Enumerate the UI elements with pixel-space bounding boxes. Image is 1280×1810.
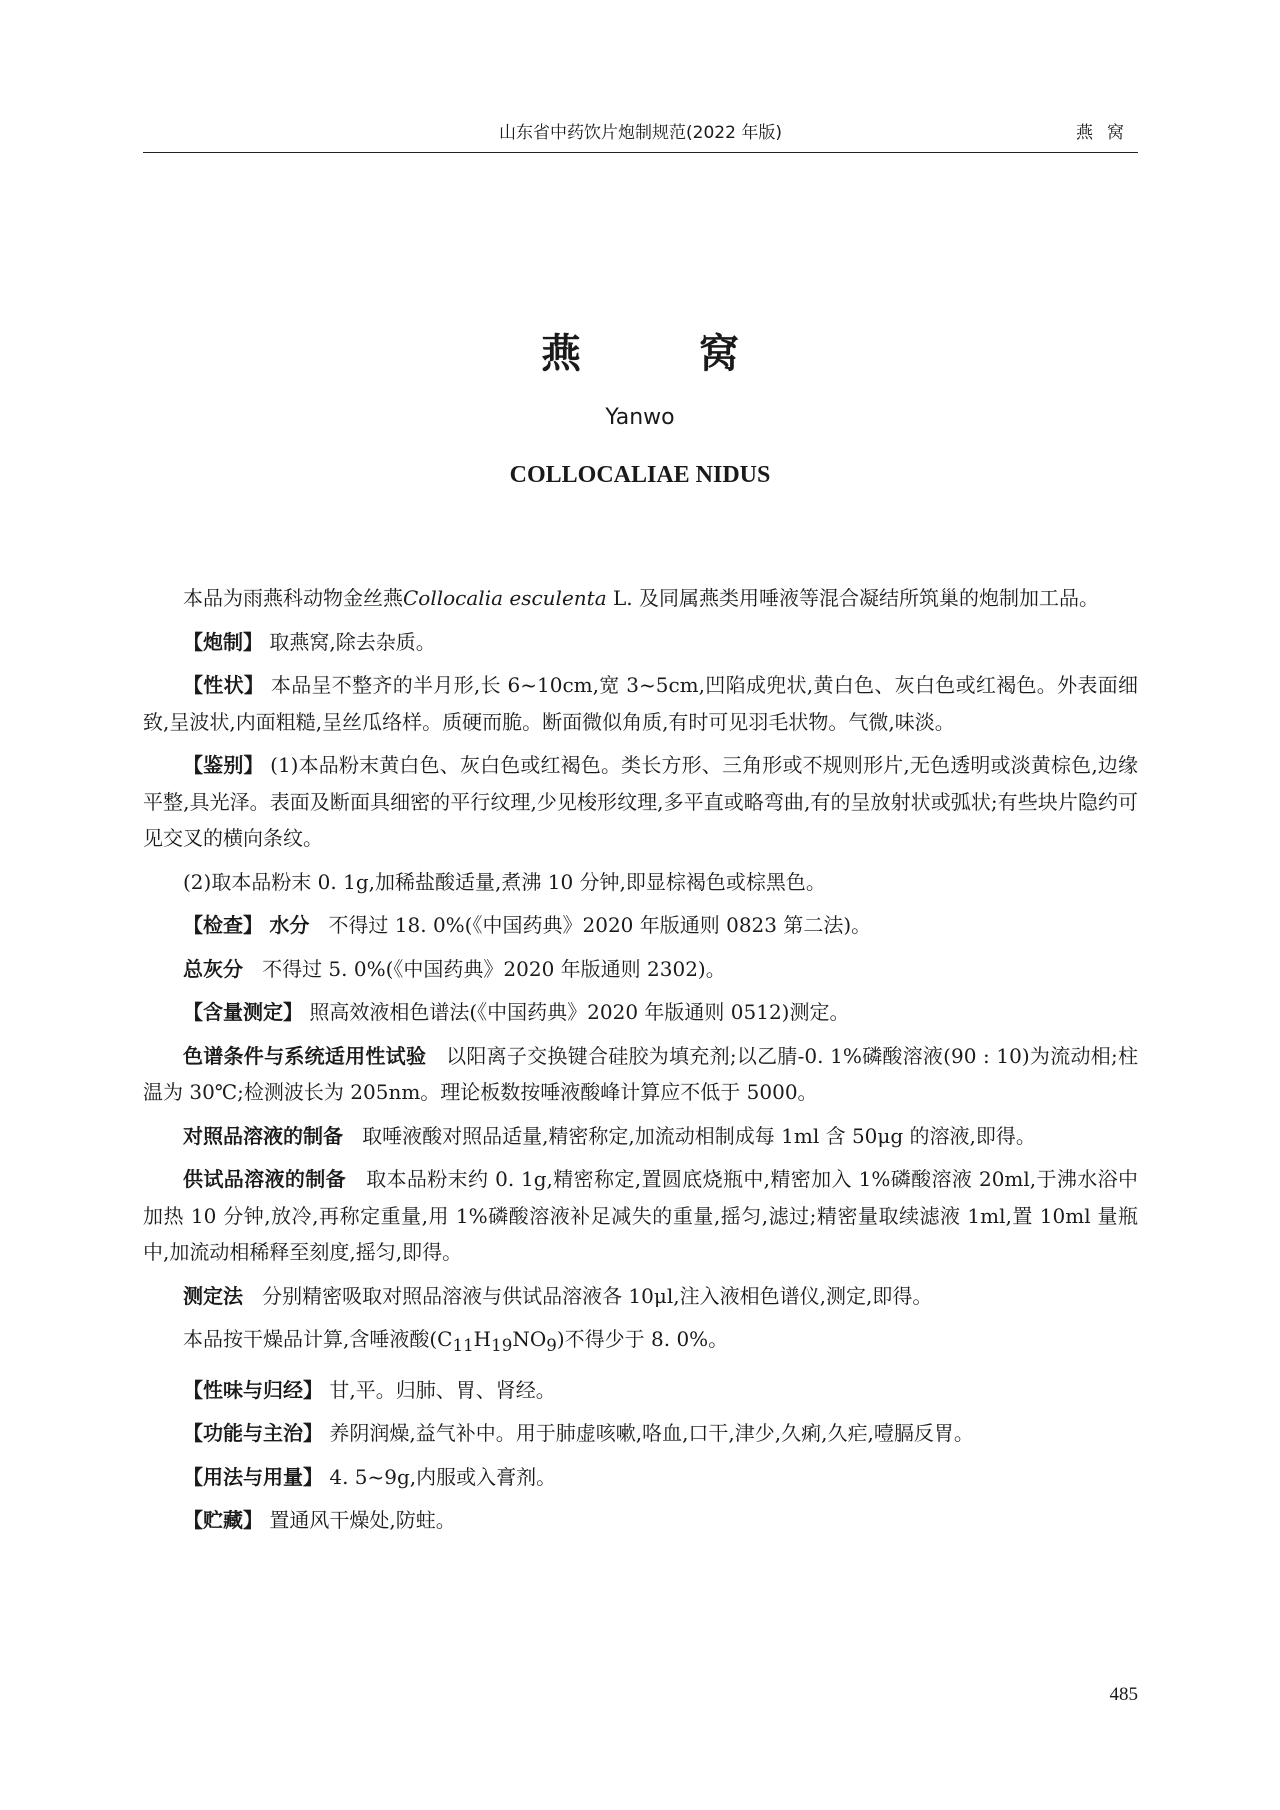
monograph-body <box>143 580 1138 1546</box>
latin-name: COLLOCALIAE NIDUS <box>509 462 771 488</box>
processing-section: 【炮制】 取燕窝,除去杂质。 <box>183 629 436 654</box>
usage-section: 【用法与用量】 4. 5~9g,内服或入膏剂。 <box>183 1464 557 1489</box>
determination-method: 测定法 分别精密吸取对照品溶液与供试品溶液各 10μl,注入液相色谱仪,测定,即得。 <box>183 1283 933 1308</box>
assay-label: 【含量测定】 <box>183 1000 303 1024</box>
intro-paragraph: 本品为雨燕科动物金丝燕Collocalia esculenta L. 及同属燕类用唾液等混合凝结所筑巢的炮制加工品。 <box>183 586 1099 610</box>
storage-section: 【贮藏】 置通风干燥处,防蛀。 <box>183 1508 456 1532</box>
nature-label: 【性味与归经】 <box>183 1377 323 1402</box>
functions-section: 【功能与主治】 养阴润燥,益气补中。用于肺虚咳嗽,咯血,口干,津少,久痢,久疟,噎膈反胃。 <box>183 1421 974 1445</box>
usage-label: 【用法与用量】 <box>183 1464 323 1489</box>
identification-item-2: (2)取本品粉末 0. 1g,加稀盐酸适量,煮沸 10 分钟,即显棕褐色或棕黑色。 <box>183 869 826 894</box>
inspection-section: 【检查】 水分 不得过 18. 0%(《中国药典》2020 年版通则 0823 第二法)。 <box>183 913 872 937</box>
monograph-title: 燕 窝 <box>541 331 791 377</box>
processing-label: 【炮制】 <box>183 629 263 654</box>
nature-section: 【性味与归经】 甘,平。归肺、胃、肾经。 <box>183 1377 556 1402</box>
page-number: 485 <box>1109 1684 1138 1705</box>
test-solution: 供试品溶液的制备 取本品粉末约 0. 1g,精密称定,置圆底烧瓶中,精密加入 1%磷酸溶液 20ml,于沸水浴中加热 10 分钟,放冷,再称定重量,用 1%磷酸溶液补足减失的重量,摇匀,滤过;精密量取续滤液 1ml,置 10ml 量瓶中,加流动相稀释至刻度,摇匀,即得。 <box>143 1167 1138 1264</box>
storage-label: 【贮藏】 <box>183 1508 263 1532</box>
running-header <box>143 112 1138 153</box>
identification-label: 【鉴别】 <box>183 753 264 777</box>
total-ash-item: 总灰分 不得过 5. 0%(《中国药典》2020 年版通则 2302)。 <box>183 956 726 981</box>
assay-section: 【含量测定】 照高效液相色谱法(《中国药典》2020 年版通则 0512)测定。 <box>183 1000 850 1024</box>
inspection-label: 【检查】 <box>183 913 263 937</box>
entry-name-header: 燕窝 <box>1076 123 1138 143</box>
species-name: Collocalia esculenta <box>403 586 607 610</box>
content-limit: 本品按干燥品计算,含唾液酸$(C_{11}H_{19}NO_9)$不得少于 8. 0%。 <box>183 1327 729 1355</box>
pinyin-name: Yanwo <box>605 405 675 430</box>
reference-solution: 对照品溶液的制备 取唾液酸对照品适量,精密称定,加流动相制成每 1ml 含 50μg 的溶液,即得。 <box>183 1123 1036 1148</box>
ash-label: 总灰分 <box>183 956 243 981</box>
identification-section: 【鉴别】 (1)本品粉末黄白色、灰白色或红褐色。类长方形、三角形或不规则形片,无色透明或淡黄棕色,边缘平整,具光泽。表面及断面具细密的平行纹理,少见梭形纹理,多平直或略弯曲,有的呈放射状或弧状;有些块片隐约可见交叉的横向条纹。 <box>143 753 1139 850</box>
characters-section: 【性状】 本品呈不整齐的半月形,长 6~10cm,宽 3~5cm,凹陷成兜状,黄白色、灰白色或红褐色。外表面细致,呈波状,内面粗糙,呈丝瓜络样。质硬而脆。断面微似角质,有时可见羽毛状物。气微,味淡。 <box>143 673 1139 734</box>
characters-label: 【性状】 <box>183 673 265 697</box>
chromatography-conditions: 色谱条件与系统适用性试验 以阳离子交换键合硅胶为填充剂;以乙腈-0. 1%磷酸溶液(90 : 10)为流动相;柱温为 30℃;检测波长为 205nm。理论板数按唾液酸峰计算应不低于 5000。 <box>143 1043 1139 1104</box>
functions-label: 【功能与主治】 <box>183 1421 323 1445</box>
book-title: 山东省中药饮片炮制规范(2022 年版) <box>499 123 782 143</box>
moisture-label: 水分 <box>269 913 310 937</box>
